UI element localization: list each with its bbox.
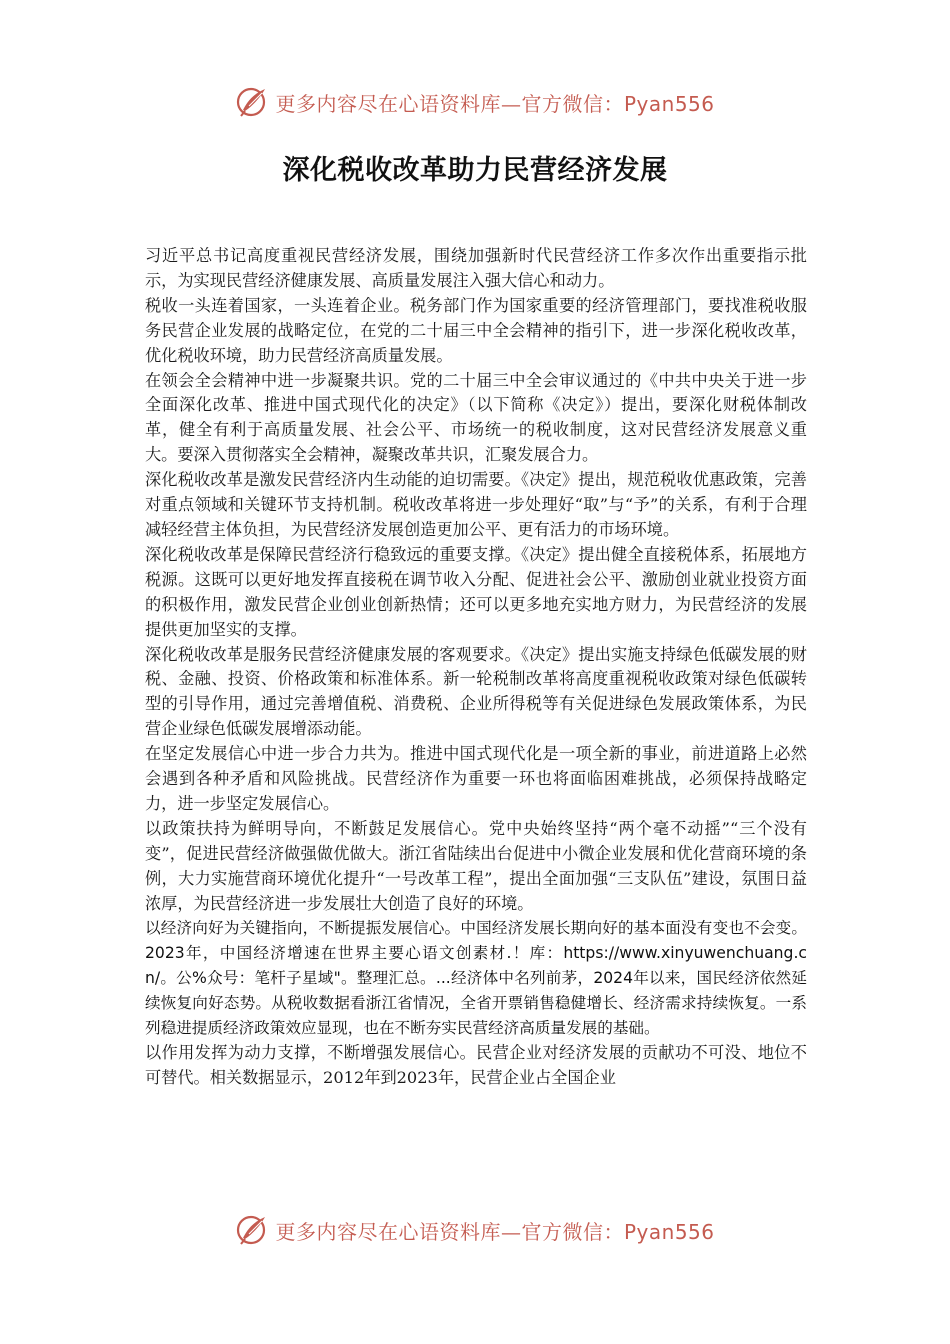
- paragraph: 深化税收改革是激发民营经济内生动能的迫切需要。《决定》提出，规范税收优惠政策，完善对重点领域和关键环节支持机制。税收改革将进一步处理好“取”与“予”的关系，有利于合理减轻经营主体负担，为民营经济发展创造更加公平、更有活力的市场环境。: [145, 470, 807, 539]
- paragraph: 税收一头连着国家，一头连着企业。税务部门作为国家重要的经济管理部门，要找准税收服务民营企业发展的战略定位，在党的二十届三中全会精神的指引下，进一步深化税收改革，优化税收环境，助力民营经济高质量发展。: [145, 295, 807, 365]
- paragraph: 深化税收改革是服务民营经济健康发展的客观要求。《决定》提出实施支持绿色低碳发展的财税、金融、投资、价格政策和标准体系。新一轮税制改革将高度重视税收政策对绿色低碳转型的引导作用，通过完善增值税、消费税、企业所得税等有关促进绿色发展政策体系，为民营企业绿色低碳发展增添动能。: [145, 644, 807, 739]
- page-title: 深化税收改革助力民营经济发展: [282, 155, 668, 186]
- paragraph: 在领会全会精神中进一步凝聚共识。党的二十届三中全会审议通过的《中共中央关于进一步全面深化改革、推进中国式现代化的决定》（以下简称《决定》）提出，要深化财税体制改革，健全有利于高质量发展、社会公平、市场统一的税收制度，这对民营经济发展意义重大。要深入贯彻落实全会精神，凝聚改革共识，汇聚发展合力。: [145, 370, 807, 465]
- paragraph-sans: 以经济向好为关键指向，不断提振发展信心。中国经济发展长期向好的基本面没有变也不会变。2023年，中国经济增速在世界主要心语文创素材.！库：https://www.xinyuwenchuang.cn/。公%众号：笔杆子星域"。整理汇总。...经济体中名列前茅，2024年以来，国民经济依然延续恢复向好态势。从税收数据看浙江省情况，全省开票销售稳健增长、经济需求持续恢复。一系列稳进提质经济政策效应显现，也在不断夯实民营经济高质量发展的基础。: [145, 919, 807, 1038]
- footer-banner: [0, 1208, 950, 1252]
- red-quill-logo-icon: [235, 1212, 271, 1248]
- paragraph: 深化税收改革是保障民营经济行稳致远的重要支撑。《决定》提出健全直接税体系，拓展地方税源。这既可以更好地发挥直接税在调节收入分配、促进社会公平、激励创业就业投资方面的积极作用，激发民营企业创业创新热情；还可以更多地充实地方财力，为民营经济的发展提供更加坚实的支撑。: [145, 544, 807, 639]
- banner-text: 更多内容尽在心语资料库—官方微信：Pyan556: [275, 1219, 715, 1244]
- paragraph: 习近平总书记高度重视民营经济发展，围绕加强新时代民营经济工作多次作出重要指示批示，为实现民营经济健康发展、高质量发展注入强大信心和动力。: [145, 246, 807, 290]
- document-body: [145, 244, 807, 1091]
- banner-text: 更多内容尽在心语资料库—官方微信：Pyan556: [275, 91, 715, 116]
- paragraph: 以作用发挥为动力支撑，不断增强发展信心。民营企业对经济发展的贡献功不可没、地位不可替代。相关数据显示，2012年到2023年，民营企业占全国企业: [145, 1043, 807, 1087]
- paragraph: 在坚定发展信心中进一步合力共为。推进中国式现代化是一项全新的事业，前进道路上必然会遇到各种矛盾和风险挑战。民营经济作为重要一环也将面临困难挑战，必须保持战略定力，进一步坚定发展信心。: [145, 744, 807, 813]
- header-banner: [0, 80, 950, 124]
- paragraph: 以政策扶持为鲜明导向，不断鼓足发展信心。党中央始终坚持“两个毫不动摇”“三个没有变”，促进民营经济做强做优做大。浙江省陆续出台促进中小微企业发展和优化营商环境的条例，大力实施营商环境优化提升“一号改革工程”，提出全面加强“三支队伍”建设，氛围日益浓厚，为民营经济进一步发展壮大创造了良好的环境。: [145, 818, 807, 913]
- red-quill-logo-icon: [235, 84, 271, 120]
- wechat-id: Pyan556: [623, 1219, 715, 1244]
- wechat-id: Pyan556: [623, 91, 715, 116]
